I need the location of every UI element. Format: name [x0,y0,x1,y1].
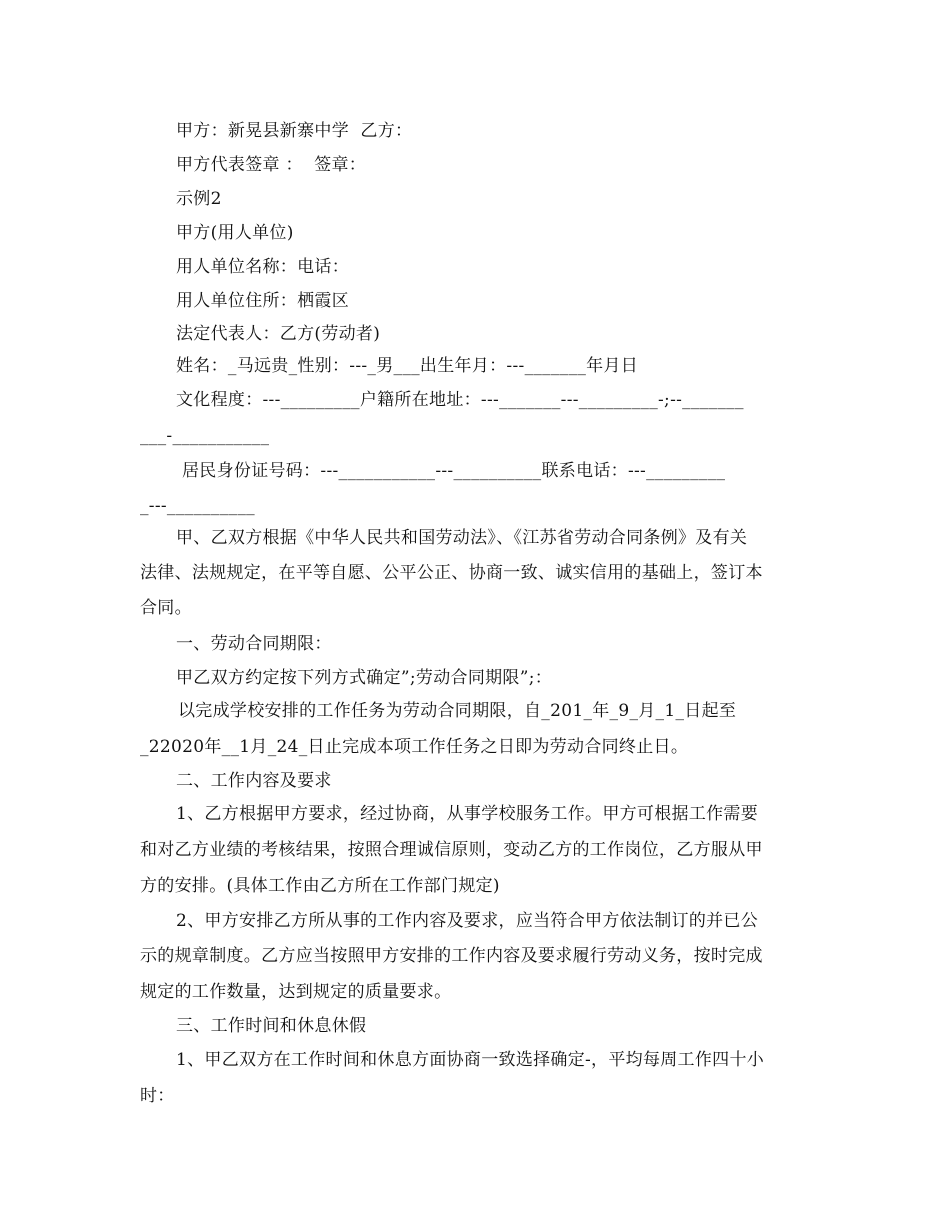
education-address-line: 文化程度：---_________户籍所在地址：---_______---_________-;--_______ [176,390,744,410]
section-heading-3: 三、工作时间和休息休假 [176,1016,367,1036]
paragraph-intro-1: 甲、乙双方根据《中华人民共和国劳动法》、《江苏省劳动合同条例》及有关 [176,528,748,548]
term-period-line-1: 以完成学校安排的工作任务为劳动合同期限，自_201_年_9_月_1_日起至 [178,701,737,721]
signature-line: 甲方代表签章 ： 签章： [176,155,367,175]
work-item-2-line-3: 规定的工作数量，达到规定的质量要求。 [140,982,452,1002]
employer-label: 甲方(用人单位) [176,223,294,243]
legal-rep-line: 法定代表人：乙方(劳动者) [176,324,381,344]
employer-name-line: 用人单位名称：电话： [176,257,349,277]
work-item-1-line-2: 和对乙方业绩的考核结果，按照合理诚信原则，变动乙方的工作岗位，乙方服从甲 [140,840,763,860]
employer-address-line: 用人单位住所：栖霞区 [176,291,349,311]
id-phone-line-cont: _---__________ [140,496,255,516]
term-method-line: 甲乙双方约定按下列方式确定”;劳动合同期限”;： [176,668,553,688]
term-period-line-2: _22020年__1月_24_日止完成本项工作任务之日即为劳动合同终止日。 [140,737,689,757]
work-item-1-line-1: 1、乙方根据甲方要求，经过协商，从事学校服务工作。甲方可根据工作需要 [176,804,759,824]
education-address-line-cont: ___-___________ [140,426,270,446]
party-line: 甲方：新晃县新寨中学 乙方： [176,121,413,141]
id-phone-line: 居民身份证号码：---___________---__________联系电话：---_________ [182,461,726,481]
paragraph-intro-2: 法律、法规规定，在平等自愿、公平公正、协商一致、诚实信用的基础上，签订本 [140,563,763,583]
section-heading-1: 一、劳动合同期限： [176,634,332,654]
hours-item-1-line-2: 时： [140,1086,175,1106]
work-item-1-line-3: 方的安排。(具体工作由乙方所在工作部门规定) [140,876,500,896]
paragraph-intro-3: 合同。 [140,598,192,618]
name-gender-birth-line: 姓名：_马远贵_性别：---_男___出生年月：---_______年月日 [176,356,639,376]
section-heading-2: 二、工作内容及要求 [176,771,332,791]
hours-item-1-line-1: 1、甲乙双方在工作时间和休息方面协商一致选择确定-，平均每周工作四十小 [176,1050,765,1070]
work-item-2-line-2: 示的规章制度。乙方应当按照甲方安排的工作内容及要求履行劳动义务，按时完成 [140,946,763,966]
example-heading: 示例2 [176,189,222,209]
work-item-2-line-1: 2、甲方安排乙方所从事的工作内容及要求，应当符合甲方依法制订的并已公 [176,911,759,931]
